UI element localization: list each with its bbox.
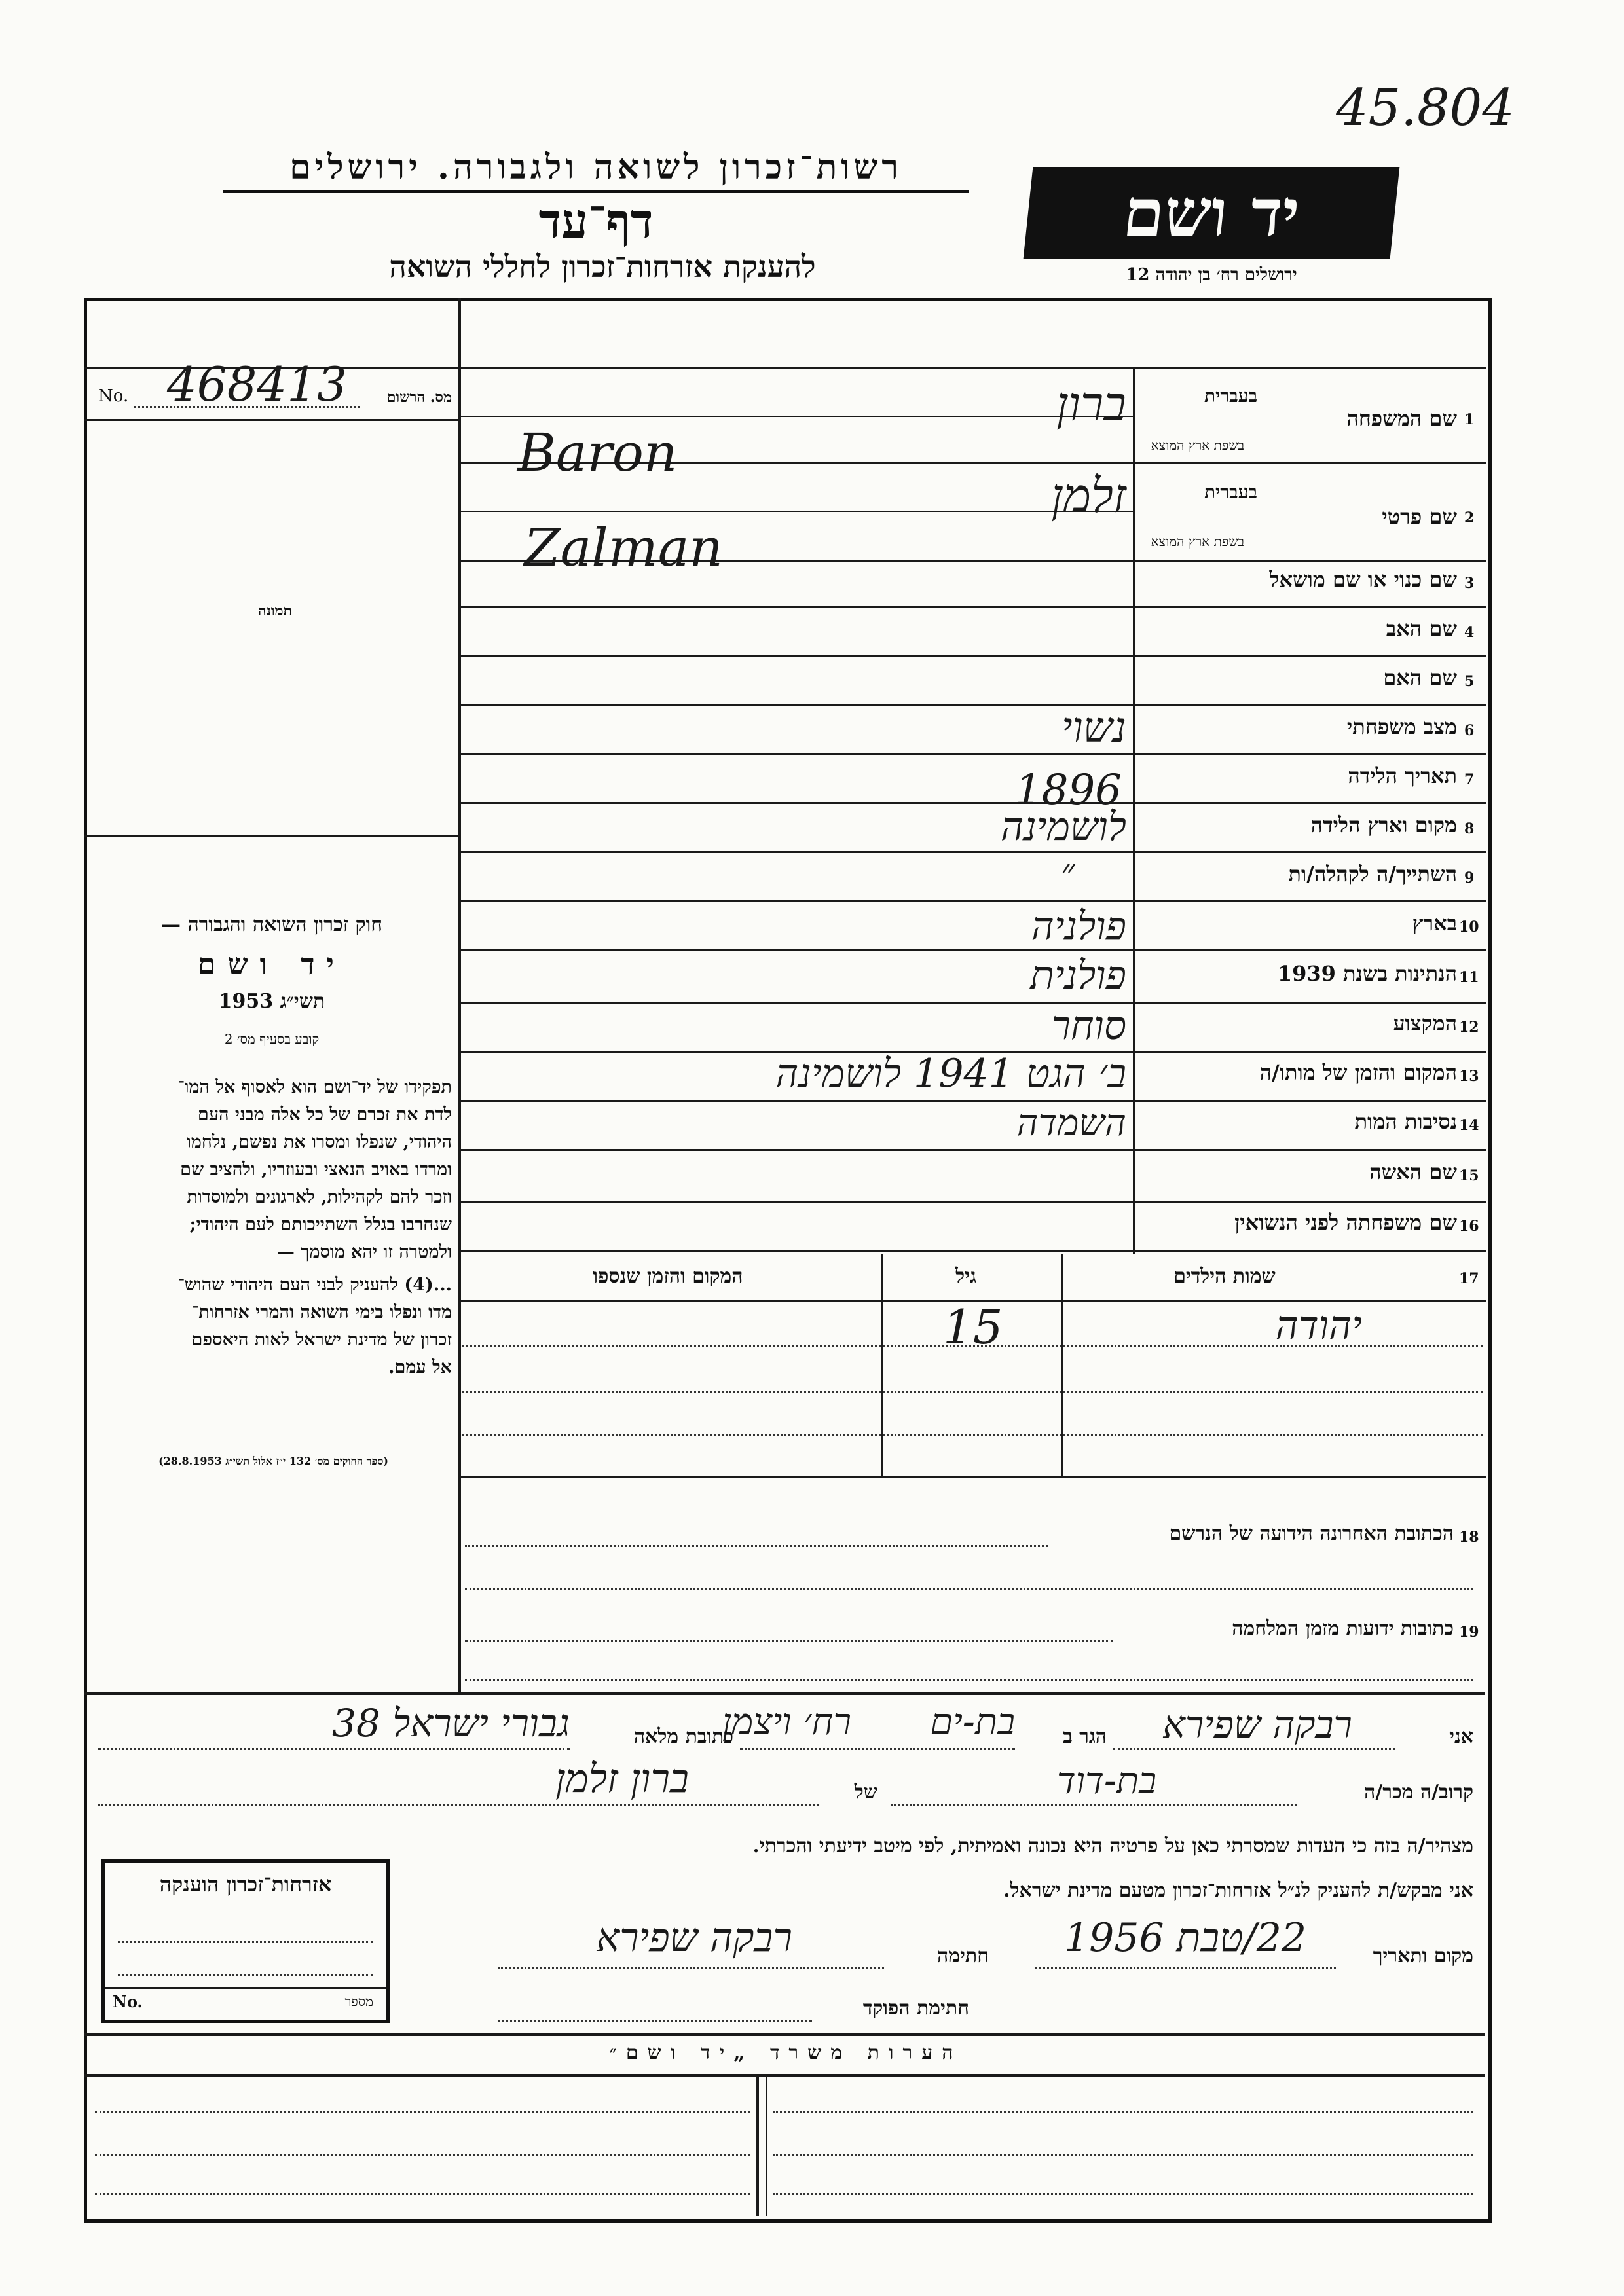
row-line <box>458 851 1486 853</box>
community-value: ״ <box>1061 851 1075 894</box>
marital-status-value: נשוי <box>1061 704 1126 752</box>
citizenship-number-label: מספר <box>344 1994 373 2009</box>
field-number: 6 <box>1464 722 1475 739</box>
decl-of-name: ברון זלמן <box>555 1756 689 1802</box>
death-circumstances-value: השמדה <box>1016 1102 1126 1144</box>
office-notes-divider-2 <box>766 2074 767 2216</box>
authority-title: רשות־זכרון לשואה ולגבורה. ירושלים <box>223 147 969 193</box>
notes-line <box>773 2154 1473 2156</box>
law-line: אל עמם. <box>388 1357 452 1377</box>
law-clause: קובע בסעיף מס׳ 2 <box>224 1031 320 1047</box>
decl-signature: רבקה שפירא <box>596 1915 792 1961</box>
decl-ani: אני <box>1449 1725 1473 1748</box>
field-label-family-name: שם המשפחה <box>1346 406 1457 431</box>
notes-line <box>773 2111 1473 2113</box>
field18-dots-2 <box>465 1588 1473 1590</box>
law-line: וזכר להם לקהילות, לארגונים ולמוסדות <box>187 1187 452 1207</box>
field-number: 3 <box>1464 575 1475 592</box>
citizenship-box <box>101 1859 390 2023</box>
registration-line <box>84 419 460 421</box>
row-line <box>458 1250 1486 1252</box>
row-line <box>458 1201 1486 1203</box>
decl-request: אני מבקש/ת להעניק לנ״ל אזרחות־זכרון מטעם מדינת ישראל. <box>1003 1879 1473 1902</box>
notes-line <box>95 2111 750 2113</box>
children-header-age: גיל <box>955 1265 976 1288</box>
decl-relation: בת-דוד <box>1056 1760 1157 1802</box>
field-number: 2 <box>1464 509 1475 526</box>
first-name-local: Zalman <box>524 517 723 578</box>
children-col-divider <box>881 1254 883 1476</box>
field-label-first-name: שם פרטי <box>1382 504 1457 529</box>
photo-bottom-line <box>84 835 460 837</box>
field-number: 18 <box>1459 1529 1479 1546</box>
office-notes-header-line <box>84 2074 1485 2077</box>
law-line: ולמטרה זו יהא מוסמך — <box>276 1242 452 1262</box>
field-number: 13 <box>1459 1068 1479 1085</box>
children-header-place: המקום והזמן שנספו <box>593 1265 743 1288</box>
decl-street: רח׳ ויצמן <box>722 1701 851 1743</box>
law-name: יד ושם <box>198 948 346 981</box>
field-sub-hebrew: בעברית <box>1204 385 1257 407</box>
field-number: 10 <box>1459 919 1479 936</box>
row-line <box>458 753 1486 755</box>
field-label-marital-status: מצב משפחתי <box>1346 714 1457 739</box>
field-label-birth-place: מקום וארץ הלידה <box>1310 812 1457 837</box>
children-col-divider <box>1061 1254 1063 1476</box>
field-label-place-time-death: המקום והזמן של מותו/ה <box>1259 1060 1457 1085</box>
archive-number: 45.804 <box>1336 79 1515 137</box>
children-header-names: שמות הילדים <box>1173 1265 1276 1288</box>
field-label-nickname: שם כנוי או שם מושאל <box>1269 567 1457 592</box>
field-label-community: השתייך/ה לקהלה/ות <box>1288 862 1457 886</box>
law-line: היהודי, שנפלו ומסרו את נפשם, נלחמו <box>186 1132 452 1152</box>
law-citation: (ספר החוקים מס׳ 132 י״ז אלול תשי״ג 28.8.1953) <box>158 1455 388 1467</box>
law-heading: חוק זכרון השואה והגבורה — <box>161 913 382 936</box>
field-label-father-name: שם האב <box>1386 616 1457 641</box>
citizenship-dots <box>118 1941 373 1943</box>
row-line <box>458 1149 1486 1151</box>
family-name-hebrew: ברון <box>1056 376 1126 431</box>
field-label-wartime-addresses: כתובות ידועות מזמן המלחמה <box>1232 1617 1454 1640</box>
office-notes-divider <box>756 2074 759 2216</box>
children-row-line <box>462 1434 1483 1436</box>
field-sub-local: בשפת ארץ המוצא <box>1151 534 1244 549</box>
decl-city: בת-ים <box>930 1701 1015 1743</box>
decl-address-dots <box>740 1748 1015 1750</box>
citizenship-inner-line <box>105 1987 386 1989</box>
logo-address: ירושלים רח׳ בן יהודה 12 <box>1126 265 1297 285</box>
registration-no-label: No. <box>98 386 129 406</box>
office-notes-top-line <box>84 2033 1485 2036</box>
field-label-birth-date: תאריך הלידה <box>1348 763 1457 788</box>
decl-name: רבקה שפירא <box>1162 1702 1352 1747</box>
decl-place-date-label: מקום ותאריך <box>1373 1944 1473 1967</box>
decl-relation-dots <box>891 1804 1297 1806</box>
field-label-nationality-1939: הנתינות בשנת 1939 <box>1277 961 1457 986</box>
field-label-last-address: הכתובת האחרונה הידועה של הנרשם <box>1169 1522 1454 1545</box>
office-notes-title: הערות משרד „יד ושם״ <box>609 2041 963 2064</box>
top-strip-line <box>458 367 1486 369</box>
field-number: 19 <box>1459 1624 1479 1641</box>
child-name: יהודה <box>1275 1303 1362 1349</box>
field19-dots-2 <box>465 1679 1473 1681</box>
decl-full-address-label: כתובת מלאה <box>633 1725 733 1748</box>
decl-official-signature-label: חתימת הפוקד <box>862 1997 969 2020</box>
decl-official-dots <box>498 2020 812 2022</box>
field-number: 16 <box>1459 1218 1479 1235</box>
law-body <box>95 1074 452 1381</box>
birth-place-value: לושמינה <box>1001 804 1126 850</box>
decl-name-dots <box>1113 1748 1395 1750</box>
left-column-divider <box>458 298 461 1692</box>
death-place-time-value: ב׳ הגט 1941 לושמינה <box>775 1051 1126 1097</box>
law-line: ...(4) להעניק לבני העם היהודי שהוש־ <box>177 1275 452 1295</box>
nationality-value: פולנית <box>1030 953 1126 998</box>
citizenship-no-label: No. <box>113 1992 143 2011</box>
field-label-country: בארץ <box>1412 911 1457 936</box>
field-label-profession: המקצוע <box>1393 1011 1457 1036</box>
decl-full-address: גבורי ישראל 38 <box>331 1701 570 1745</box>
law-line: ומרדו באויב הנאצי ובעוזריו, ולהציב שם <box>180 1159 452 1180</box>
registration-label: מס. הרשום <box>386 389 452 406</box>
law-year: 1953 <box>218 990 274 1013</box>
field-number: 7 <box>1464 771 1475 788</box>
field-number: 14 <box>1459 1117 1479 1134</box>
decl-of-label: של <box>854 1781 877 1804</box>
decl-place-date-dots <box>1035 1967 1336 1969</box>
form-title: דף־עד <box>538 193 654 249</box>
field-number: 5 <box>1464 673 1475 690</box>
first-name-hebrew: זלמן <box>1051 468 1126 523</box>
field-number: 1 <box>1464 411 1475 428</box>
decl-relative-label: קרוב/ה מכר/ה <box>1364 1781 1473 1804</box>
field-label-mother-name: שם האם <box>1383 665 1457 690</box>
law-year-he: תשי״ג <box>280 990 325 1013</box>
form-subtitle: להענקת אזרחות־זכרון לחללי השואה <box>389 249 816 284</box>
citizenship-dots <box>118 1974 373 1976</box>
row-line <box>458 949 1486 951</box>
law-line: תפקידו של יד־ושם הוא לאסוף אל המו־ <box>177 1077 452 1097</box>
law-line: מדו ונפלו בימי השואה והמרי אזרחות־ <box>191 1302 452 1322</box>
field-number: 15 <box>1459 1167 1479 1184</box>
decl-signature-label: חתימה <box>937 1944 989 1967</box>
label-column-divider <box>1133 367 1135 1254</box>
notes-line <box>95 2154 750 2156</box>
yad-vashem-logo <box>1024 167 1400 259</box>
law-line: לדת את זכרם של כל אלה מבני העם <box>197 1104 452 1125</box>
row-line <box>458 900 1486 902</box>
field-number: 8 <box>1464 820 1475 837</box>
field-label-wife-name: שם האשה <box>1369 1159 1457 1184</box>
decl-signature-dots <box>498 1967 884 1969</box>
declaration-top-line <box>84 1692 1485 1695</box>
law-line: זכרון של מדינת ישראל לאות היאספם <box>191 1330 452 1350</box>
law-line: שנחרבו בגלל השתייכותם לעם היהודי; <box>189 1214 452 1235</box>
field-sub-hebrew: בעברית <box>1204 481 1257 503</box>
notes-line <box>95 2193 750 2195</box>
logo-text: יד ושם <box>1119 174 1304 251</box>
decl-statement: מצהיר/ה בזה כי העדות שמסרתי כאן על פרטיה היא נכונה ואמיתית, לפי מיטב ידיעתי והכרתי. <box>752 1834 1473 1857</box>
children-bottom-line <box>458 1476 1486 1478</box>
field19-dots <box>465 1640 1113 1642</box>
law-year-row <box>98 990 445 1013</box>
field-sub-local: בשפת ארץ המוצא <box>1151 437 1244 453</box>
notes-line <box>773 2193 1473 2195</box>
field-number: 11 <box>1459 969 1479 986</box>
field-number: 9 <box>1464 869 1475 886</box>
field-number: 12 <box>1459 1019 1479 1036</box>
row-line <box>458 606 1486 608</box>
photo-label: תמונה <box>258 602 292 619</box>
profession-value: סוחר <box>1051 1003 1126 1049</box>
decl-full-address-dots <box>98 1748 570 1750</box>
field-number: 17 <box>1459 1270 1479 1287</box>
field18-dots <box>465 1545 1048 1547</box>
birth-date-value: 1896 <box>1015 766 1122 814</box>
decl-place-date: 22/טבת 1956 <box>1063 1915 1307 1961</box>
field-label-maiden-name: שם משפחתה לפני הנשואין <box>1234 1210 1457 1235</box>
decl-of-name-dots <box>98 1804 819 1806</box>
registration-value: 468413 <box>167 357 347 412</box>
field-number: 4 <box>1464 624 1475 641</box>
field-label-death-circumstances: נסיבות המות <box>1354 1109 1457 1134</box>
decl-resides: הגר ב <box>1063 1725 1107 1748</box>
citizenship-title: אזרחות־זכרון הוענקה <box>159 1872 332 1897</box>
country-value: פולניה <box>1031 903 1126 949</box>
family-name-local: Baron <box>517 422 678 483</box>
row-line <box>458 655 1486 657</box>
child-age: 15 <box>943 1300 1003 1355</box>
children-row-line <box>462 1391 1483 1393</box>
